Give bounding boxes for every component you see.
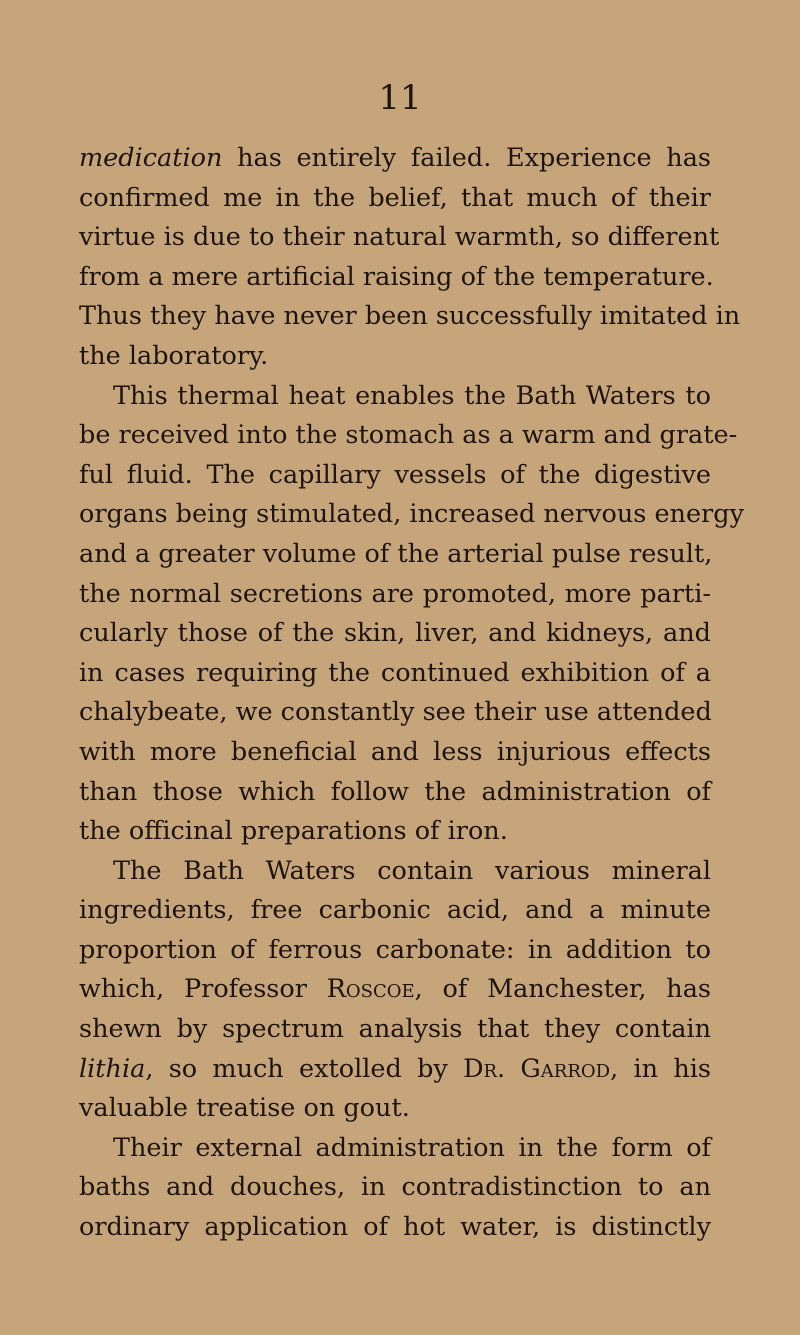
italic-word: medication bbox=[79, 143, 223, 173]
text-line: with more beneficial and less injurious effects bbox=[79, 736, 711, 767]
text-line: ordinary application of hot water, is distinctly bbox=[79, 1212, 711, 1243]
text-line bbox=[79, 970, 711, 1010]
text-line: the laboratory. bbox=[79, 340, 269, 371]
text-span: , of Manchester, has bbox=[414, 974, 711, 1005]
text-line: valuable treatise on gout. bbox=[79, 1093, 410, 1124]
small-caps-name: Roscoe bbox=[326, 974, 415, 1005]
paragraph-start-line: The Bath Waters contain various mineral bbox=[113, 855, 711, 886]
text-span: , in his bbox=[610, 1053, 711, 1084]
text-span: , so much extolled by bbox=[145, 1053, 464, 1084]
paragraph-start-line: Their external administration in the form of bbox=[113, 1132, 711, 1163]
text-line: from a mere artificial raising of the temperature. bbox=[79, 261, 714, 292]
text-line bbox=[79, 139, 711, 179]
paragraph-start-line: This thermal heat enables the Bath Waters to bbox=[113, 380, 711, 411]
text-line: ingredients, free carbonic acid, and a minute bbox=[79, 895, 711, 926]
text-line: baths and douches, in contradistinction to an bbox=[79, 1172, 711, 1203]
text-line: proportion of ferrous carbonate: in addition to bbox=[79, 934, 711, 965]
text-line bbox=[79, 1050, 711, 1090]
text-line: virtue is due to their natural warmth, so different bbox=[79, 222, 720, 253]
text-line: the officinal preparations of iron. bbox=[79, 816, 508, 847]
text-span: which, Professor bbox=[79, 974, 327, 1005]
text-line: chalybeate, we constantly see their use attended bbox=[79, 697, 712, 728]
text-span: has entirely failed. Experience has bbox=[222, 143, 711, 173]
text-line: cularly those of the skin, liver, and kidneys, and bbox=[79, 618, 711, 649]
text-line: shewn by spectrum analysis that they contain bbox=[79, 1014, 711, 1045]
text-line: Thus they have never been successfully imitated in bbox=[79, 301, 741, 332]
body-text bbox=[79, 139, 744, 1248]
small-caps-name: Dr. Garrod bbox=[463, 1053, 611, 1084]
text-line: confirmed me in the belief, that much of their bbox=[79, 182, 711, 213]
text-line: be received into the stomach as a warm and grate- bbox=[79, 420, 738, 451]
text-line: organs being stimulated, increased nervous energy bbox=[79, 499, 744, 530]
text-line: the normal secretions are promoted, more parti- bbox=[79, 578, 711, 609]
text-line: than those which follow the administration of bbox=[79, 776, 711, 807]
italic-word: lithia bbox=[79, 1053, 146, 1084]
page-number: 11 bbox=[378, 78, 422, 118]
text-line: in cases requiring the continued exhibition of a bbox=[79, 657, 711, 688]
text-line: and a greater volume of the arterial pulse result, bbox=[79, 538, 713, 569]
text-line: ful fluid. The capillary vessels of the digestive bbox=[79, 459, 711, 490]
